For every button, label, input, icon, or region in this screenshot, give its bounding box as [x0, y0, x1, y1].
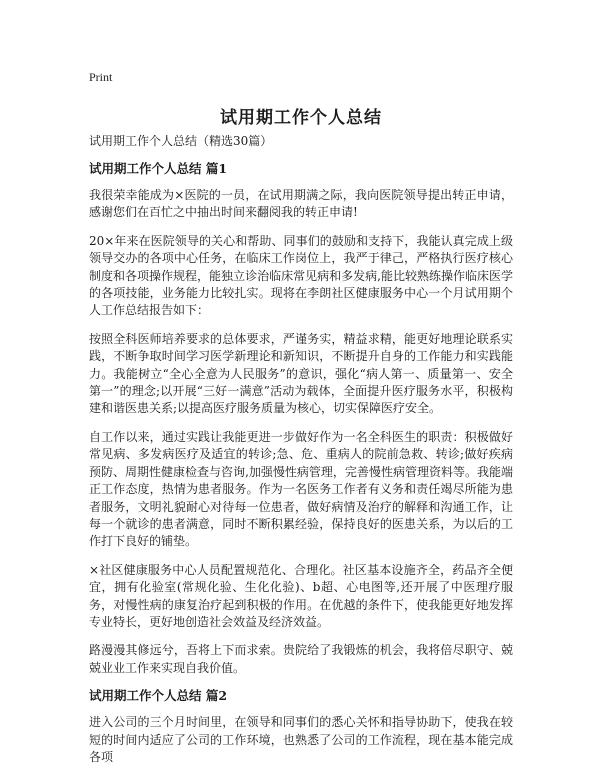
paragraph: 进入公司的三个月时间里，在领导和同事们的悉心关怀和指导协助下，使我在较短的时间内适应了公司的工作环境，也熟悉了公司的工作流程，现在基本能完成各项 — [89, 715, 513, 764]
section-heading-2: 试用期工作个人总结 篇2 — [89, 688, 228, 704]
paragraph: 路漫漫其修远兮，吾将上下而求索。贵院给了我锻炼的机会，我将倍尽职守、兢兢业业工作来实现自我价值。 — [89, 643, 513, 675]
page-title: 试用期工作个人总结 — [220, 108, 382, 128]
print-link[interactable]: Print — [89, 70, 113, 84]
section-heading-1: 试用期工作个人总结 篇1 — [89, 161, 228, 176]
document-subtitle: 试用期工作个人总结（精选30篇） — [89, 134, 273, 148]
paragraph: 自工作以来，通过实践让我能更进一步做好作为一名全科医生的职责：积极做好常见病、多发病医疗及适宜的转诊;急、危、重病人的院前急救、转诊;做好疾病预防、周期性健康检查与咨询,加强慢性病管理，完善慢性病管理资料等。我能端正工作态度，热情为患者服务。作为一名医务工作者有义务和责任竭尽所能为患者服务，文明礼貌耐心对待每一位患者，做好病情及治疗的解释和沟通工作，让每一个就诊的患者满意，同时不断积累经验，保持良好的医患关系，为以后的工作打下良好的铺垫。 — [89, 429, 513, 549]
document-body — [89, 133, 513, 777]
paragraph: 20×年来在医院领导的关心和帮助、同事们的鼓励和支持下，我能认真完成上级领导交办的各项中心任务，在临床工作岗位上，我严于律己，严格执行医疗核心制度和各项操作规程，能独立诊治临床常见病和多发病,能比较熟练操作临床医学的各项技能，业务能力比较扎实。现将在李朗社区健康服务中心一个月试用期个人工作总结报告如下： — [89, 233, 513, 318]
paragraph: 我很荣幸能成为×医院的一员，在试用期满之际，我向医院领导提出转正申请，感谢您们在百忙之中抽出时间来翻阅我的转正申请! — [89, 188, 513, 220]
paragraph: ×社区健康服务中心人员配置规范化、合理化。社区基本设施齐全，药品齐全便宜，拥有化验室(常规化验、生化化验)、b超、心电图等,还开展了中医理疗服务，对慢性病的康复治疗起到积极的作用。在优越的条件下，使我能更好地发挥专业特长，更好地创造社会效益及经济效益。 — [89, 562, 513, 629]
paragraph: 按照全科医师培养要求的总体要求，严谨务实，精益求精，能更好地理论联系实践，不断争取时间学习医学新理论和新知识，不断提升自身的工作能力和实践能力。我能树立“全心全意为人民服务”的意识，强化“病人第一、质量第一、安全第一”的理念;以开展“三好一满意”活动为载体，全面提升医疗服务水平，积极构建和谐医患关系;以提高医疗服务质量为核心，切实保障医疗安全。 — [89, 331, 513, 416]
